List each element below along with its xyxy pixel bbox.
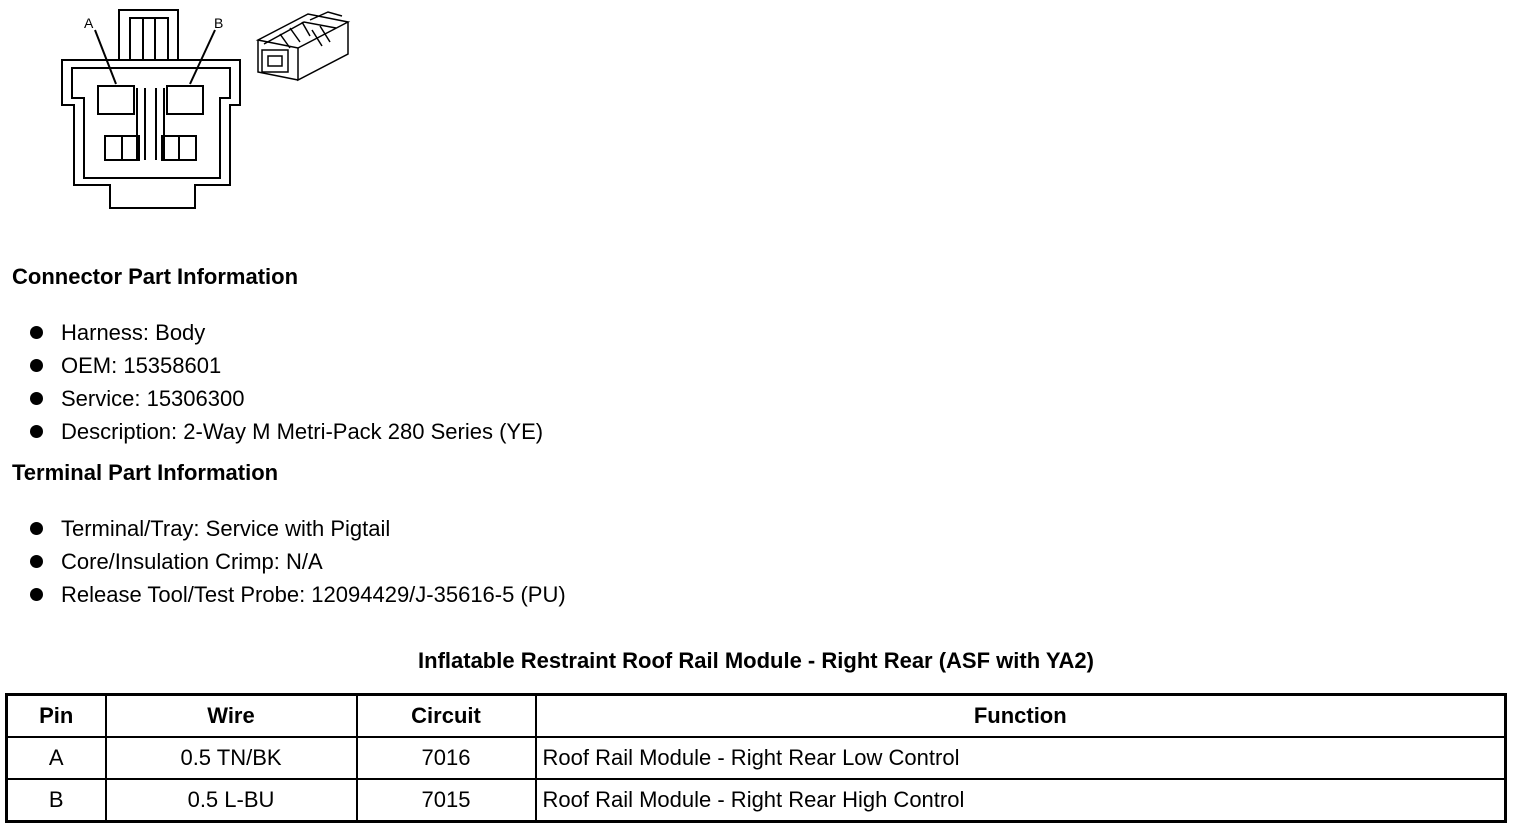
terminal-part-list	[30, 512, 566, 611]
list-item: Harness: Body	[30, 316, 543, 349]
list-item: Service: 15306300	[30, 382, 543, 415]
list-item: Terminal/Tray: Service with Pigtail	[30, 512, 566, 545]
list-item: Core/Insulation Crimp: N/A	[30, 545, 566, 578]
table-row	[7, 779, 1506, 822]
list-item: OEM: 15358601	[30, 349, 543, 382]
bullet-icon	[30, 522, 43, 535]
cell-wire: 0.5 L-BU	[106, 779, 357, 822]
cell-pin: B	[7, 779, 106, 822]
cell-function: Roof Rail Module - Right Rear High Control	[536, 779, 1506, 822]
bullet-icon	[30, 359, 43, 372]
connector-part-list	[30, 316, 543, 448]
header-pin: Pin	[7, 695, 106, 738]
bullet-icon	[30, 555, 43, 568]
bullet-icon	[30, 392, 43, 405]
connector-face-diagram	[50, 0, 250, 215]
cell-circuit: 7016	[357, 737, 536, 779]
table-title: Inflatable Restraint Roof Rail Module - Right Rear (ASF with YA2)	[418, 648, 1094, 673]
bullet-icon	[30, 588, 43, 601]
header-circuit: Circuit	[357, 695, 536, 738]
pinout-table	[5, 693, 1507, 823]
table-row	[7, 737, 1506, 779]
pin-b-label: B	[214, 15, 224, 31]
cell-pin: A	[7, 737, 106, 779]
terminal-part-title: Terminal Part Information	[12, 460, 279, 485]
list-item: Release Tool/Test Probe: 12094429/J-35616-5 (PU)	[30, 578, 566, 611]
bullet-icon	[30, 425, 43, 438]
connector-isometric-sketch	[250, 0, 360, 95]
connector-part-title: Connector Part Information	[12, 264, 299, 289]
header-wire: Wire	[106, 695, 357, 738]
pin-a-label: A	[84, 15, 94, 31]
table-header-row	[7, 695, 1506, 738]
cell-wire: 0.5 TN/BK	[106, 737, 357, 779]
bullet-icon	[30, 326, 43, 339]
list-item: Description: 2-Way M Metri-Pack 280 Series (YE)	[30, 415, 543, 448]
cell-function: Roof Rail Module - Right Rear Low Control	[536, 737, 1506, 779]
header-function: Function	[536, 695, 1506, 738]
cell-circuit: 7015	[357, 779, 536, 822]
